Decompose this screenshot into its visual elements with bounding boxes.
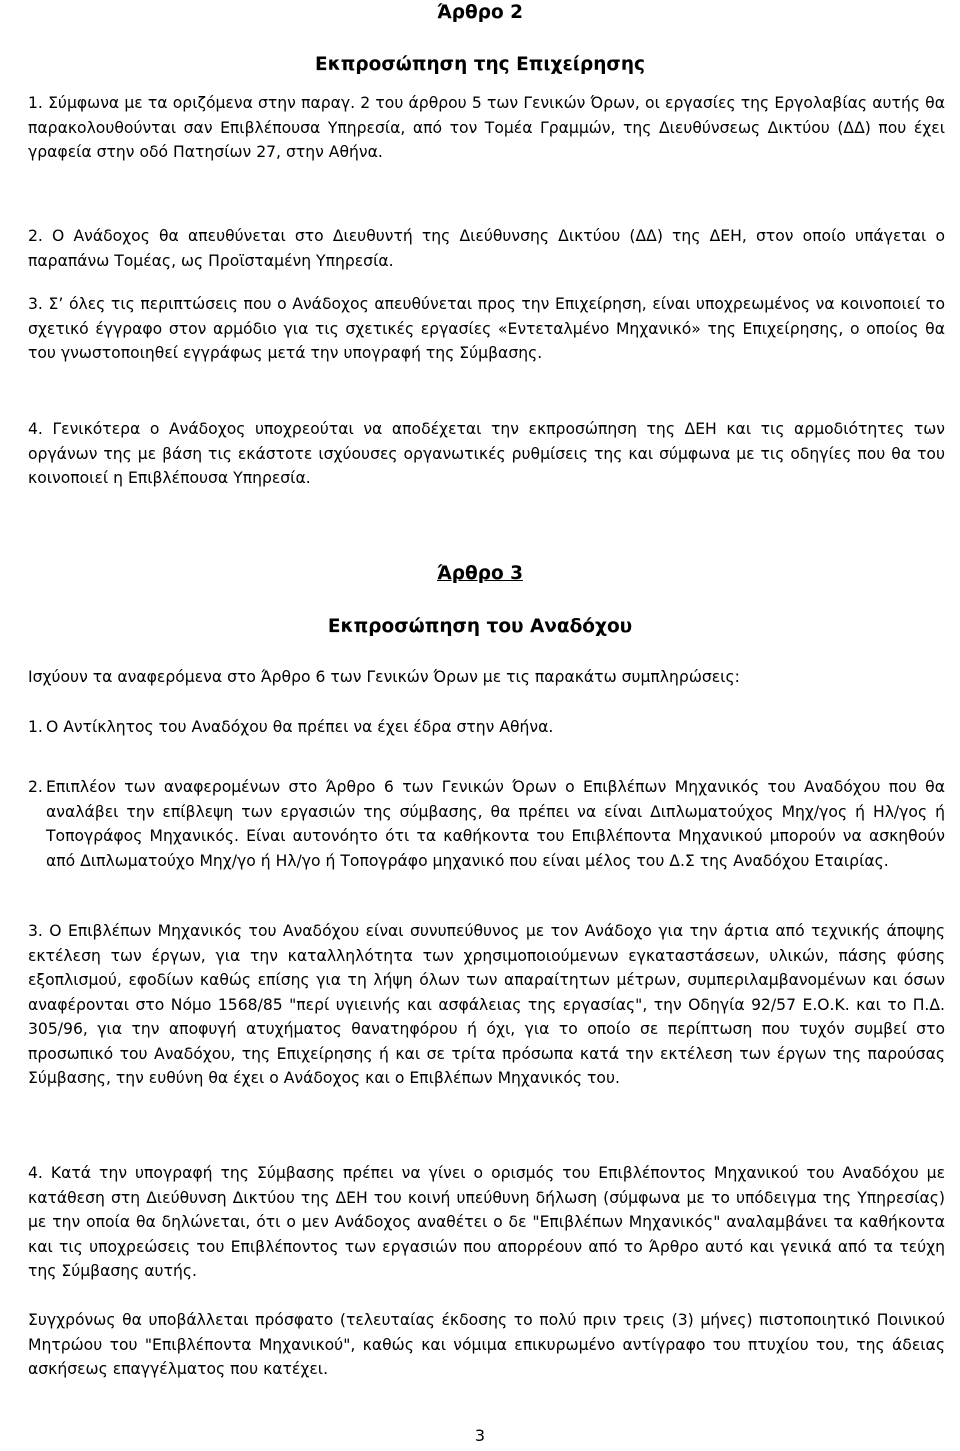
article-3-item-4-continuation: Συγχρόνως θα υποβάλλεται πρόσφατο (τελευταίας έκδοσης το πολύ πριν τρεις (3) μήνες) πιστοποιητικό Ποινικού Μητρώου του "Επιβλέποντα Μηχανικού", καθώς και νόμιμα επικυρωμένο αντίγραφο του πτυχίου του, της άδειας ασκήσεως επαγγέλματος που κατέχει. — [28, 1311, 945, 1378]
item-number: 2. — [28, 227, 43, 245]
page-number: 3 — [474, 1426, 486, 1445]
item-text: Επιπλέον των αναφερομένων στο Άρθρο 6 των Γενικών Όρων ο Επιβλέπων Μηχανικός του Αναδόχου που θα αναλάβει την επίβλεψη των εργασιών της σύμβασης, θα πρέπει να είναι Διπλωματούχος Μηχ/γος ή Ηλ/γος ή Τοπογράφος Μηχανικός. Είναι αυτονόητο ότι τα καθήκοντα του Επιβλέποντα Μηχανικού μπορούν να ασκηθούν από Διπλωματούχο Μηχ/γο ή Ηλ/γο ή Τοπογράφο μηχανικό που είναι μέλος του Δ.Σ της Αναδόχου Εταιρίας. — [46, 778, 945, 870]
article-3-item-4 — [28, 1161, 945, 1284]
article-3-item-2 — [28, 775, 945, 873]
item-text: Σύμφωνα με τα οριζόμενα στην παραγ. 2 του άρθρου 5 των Γενικών Όρων, οι εργασίες της Εργολαβίας αυτής θα παρακολουθούνται σαν Επιβλέπουσα Υπηρεσία, από τον Τομέα Γραμμών, της Διευθύνσεως Δικτύου (ΔΔ) που έχει γραφεία στην οδό Πατησίων 27, στην Αθήνα. — [28, 94, 945, 161]
item-text: Γενικότερα ο Ανάδοχος υποχρεούται να αποδέχεται την εκπροσώπηση της ΔΕΗ και τις αρμοδιότητες των οργάνων της με βάση τις εκάστοτε ισχύουσες οργανωτικές ρυθμίσεις της και σύμφωνα με τις οδηγίες που θα του κοινοποιεί η Επιβλέπουσα Υπηρεσία. — [28, 420, 945, 487]
item-number: 3. — [28, 922, 43, 940]
article-3-intro: Ισχύουν τα αναφερόμενα στο Άρθρο 6 των Γενικών Όρων με τις παρακάτω συμπληρώσεις: — [28, 668, 740, 686]
article-3-subtitle: Εκπροσώπηση του Αναδόχου — [327, 616, 633, 637]
article-3-item-3 — [28, 919, 945, 1091]
item-number: 2. — [28, 778, 43, 796]
article-3-item-1 — [28, 715, 945, 740]
article-2-item-4 — [28, 417, 945, 491]
item-number: 3. — [28, 295, 43, 313]
item-number: 4. — [28, 1164, 43, 1182]
item-text: Σ’ όλες τις περιπτώσεις που ο Ανάδοχος απευθύνεται προς την Επιχείρηση, είναι υποχρεωμένος να κοινοποιεί το σχετικό έγγραφο στον αρμόδιο για τις σχετικές εργασίες «Εντεταλμένο Μηχανικό» της Επιχείρησης, ο οποίος θα του γνωστοποιηθεί εγγράφως μετά την υπογραφή της Σύμβασης. — [28, 295, 945, 362]
item-number: 1. — [28, 718, 43, 736]
item-text: Κατά την υπογραφή της Σύμβασης πρέπει να γίνει ο ορισμός του Επιβλέποντος Μηχανικού του Αναδόχου με κατάθεση στη Διεύθυνση Δικτύου της ΔΕΗ του κοινή υπεύθυνη δήλωση (σύμφωνα με το υπόδειγμα της Υπηρεσίας) με την οποία θα δηλώνεται, ότι ο μεν Ανάδοχος αναθέτει ο δε "Επιβλέπων Μηχανικός" αναλαμβάνει τα καθήκοντα και τις υποχρεώσεις του Επιβλέποντος των εργασιών που απορρέουν από το Άρθρο αυτό και γενικά από τα τεύχη της Σύμβασης αυτής. — [28, 1164, 945, 1280]
article-2-item-2 — [28, 224, 945, 273]
article-2-item-3 — [28, 292, 945, 366]
article-2-title: Άρθρο 2 — [437, 2, 523, 23]
item-number: 4. — [28, 420, 43, 438]
item-text: Ο Επιβλέπων Μηχανικός του Αναδόχου είναι συνυπεύθυνος με τον Ανάδοχο για την άρτια από τεχνικής άποψης εκτέλεση των έργων, για την καταλληλότητα των χρησιμοποιούμενων εγκαταστάσεων, υλικών, πάσης φύσης εξοπλισμού, εφοδίων καθώς επίσης για τη λήψη όλων των απαραίτητων μέτρων, συμπεριλαμβανομένων και όσων αναφέρονται στο Νόμο 1568/85 "περί υγιεινής και ασφάλειας της εργασίας", την Οδηγία 92/57 Ε.Ο.Κ. και το Π.Δ. 305/96, για την αποφυγή ατυχήματος θανατηφόρου ή όχι, για το οποίο σε περίπτωση που τυχόν συμβεί στο προσωπικό του Αναδόχου, της Επιχείρησης ή και σε τρίτα πρόσωπα κατά την εκτέλεση των έργων της παρούσας Σύμβασης, την ευθύνη θα έχει ο Ανάδοχος και ο Επιβλέπων Μηχανικός του. — [28, 922, 945, 1087]
article-3-title: Άρθρο 3 — [437, 563, 523, 584]
item-text: Ο Ανάδοχος θα απευθύνεται στο Διευθυντή της Διεύθυνσης Δικτύου (ΔΔ) της ΔΕΗ, στον οποίο υπάγεται ο παραπάνω Τομέας, ως Προϊσταμένη Υπηρεσία. — [28, 227, 945, 270]
item-number: 1. — [28, 94, 43, 112]
item-text: Ο Αντίκλητος του Αναδόχου θα πρέπει να έχει έδρα στην Αθήνα. — [46, 718, 554, 736]
article-2-subtitle: Εκπροσώπηση της Επιχείρησης — [315, 54, 645, 75]
article-2-item-1 — [28, 91, 945, 165]
